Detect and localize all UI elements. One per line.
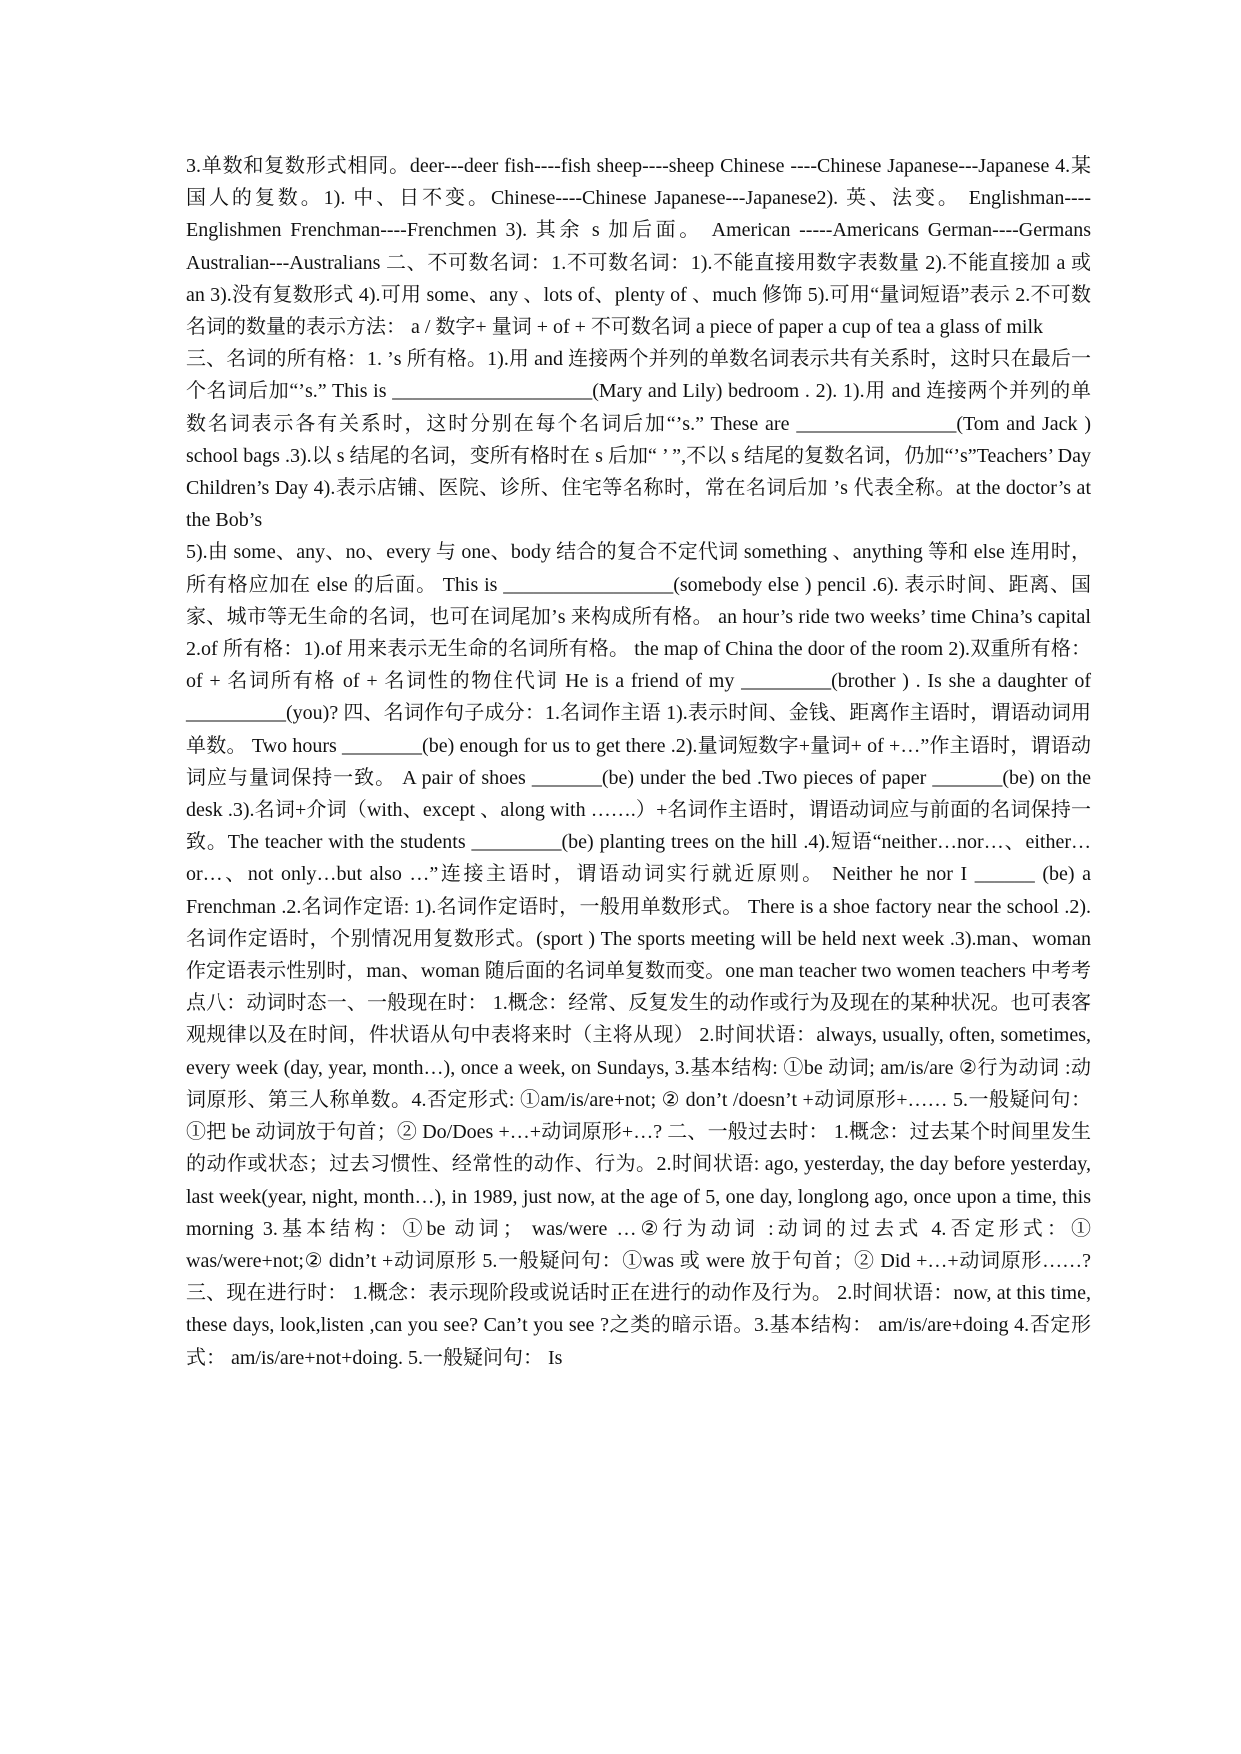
paragraph-possessive-case: 三、名词的所有格：1. ’s 所有格。1).用 and 连接两个并列的单数名词表示共有关系时，这时只在最后一个名词后加“’s.” This is ____________________(Mary and Lily) bedroom . 2). 1).用 and 连接两个并列的单数名词表示各有关系时，这时分别在每个名词后加“’s.” These are ________________(Tom and Jack ) school bags .3).以 s 结尾的名词，变所有格时在 s 后加“ ’ ”,不以 s 结尾的复数名词，仍加“’s”Teachers’ Day Children’s Day 4).表示店铺、医院、诊所、住宅等名称时，常在名词后加 ’s 代表全称。at the doctor’s at the Bob’s <box>186 348 1091 532</box>
paragraph-plural-nouns: 3.单数和复数形式相同。deer---deer fish----fish sheep----sheep Chinese ----Chinese Japanese---Japanese 4.某国人的复数。1). 中、日不变。Chinese----Chinese Japanese---Japanese2). 英、法变。 Englishman----Englishmen Frenchman----Frenchmen 3). 其余 s 加后面。 American -----Americans German----Germans Australian---Australians 二、不可数名词：1.不可数名词：1).不能直接用数字表数量 2).不能直接加 a 或 an 3).没有复数形式 4).可用 some、any 、lots of、plenty of 、much 修饰 5).可用“量词短语”表示 2.不可数名词的数量的表示方法： a / 数字+ 量词 + of + 不可数名词 a piece of paper a cup of tea a glass of milk <box>186 155 1091 339</box>
document-page <box>186 150 1091 1374</box>
paragraph-noun-functions-and-tenses: 5).由 some、any、no、every 与 one、body 结合的复合不定代词 something 、anything 等和 else 连用时，所有格应加在 else 的后面。 This is _________________(somebody else ) pencil .6). 表示时间、距离、国家、城市等无生命的名词，也可在词尾加’s 来构成所有格。 an hour’s ride two weeks’ time China’s capital 2.of 所有格：1).of 用来表示无生命的名词所有格。 the map of China the door of the room 2).双重所有格： of + 名词所有格 of + 名词性的物住代词 He is a friend of my _________(brother ) . Is she a daughter of __________(you)? 四、名词作句子成分：1.名词作主语 1).表示时间、金钱、距离作主语时，谓语动词用单数。 Two hours ________(be) enough for us to get there .2).量词短数字+量词+ of +…”作主语时，谓语动词应与量词保持一致。 A pair of shoes _______(be) under the bed .Two pieces of paper _______(be) on the desk .3).名词+介词（with、except 、along with …….）+名词作主语时，谓语动词应与前面的名词保持一致。The teacher with the students _________(be) planting trees on the hill .4).短语“neither…nor…、either…or…、not only…but also …”连接主语时，谓语动词实行就近原则。 Neither he nor I ______ (be) a Frenchman .2.名词作定语: 1).名词作定语时，一般用单数形式。 There is a shoe factory near the school .2).名词作定语时，个别情况用复数形式。(sport ) The sports meeting will be held next week .3).man、woman 作定语表示性别时，man、woman 随后面的名词单复数而变。one man teacher two women teachers 中考考点八：动词时态一、一般现在时： 1.概念：经常、反复发生的动作或行为及现在的某种状况。也可表客观规律以及在时间，件状语从句中表将来时（主将从现） 2.时间状语：always, usually, often, sometimes, every week (day, year, month…), once a week, on Sundays, 3.基本结构: ①be 动词; am/is/are ②行为动词 :动词原形、第三人称单数。4.否定形式: ①am/is/are+not; ② don’t /doesn’t +动词原形+…… 5.一般疑问句：①把 be 动词放于句首；② Do/Does +…+动词原形+…? 二、一般过去时： 1.概念：过去某个时间里发生的动作或状态；过去习惯性、经常性的动作、行为。2.时间状语: ago, yesterday, the day before yesterday, last week(year, night, month…), in 1989, just now, at the age of 5, one day, longlong ago, once upon a time, this morning 3.基本结构：①be 动词； was/were …②行为动词 :动词的过去式 4.否定形式：① was/were+not;② didn’t +动词原形 5.一般疑问句：①was 或 were 放于句首；② Did +…+动词原形……?三、现在进行时： 1.概念：表示现阶段或说话时正在进行的动作及行为。 2.时间状语：now, at this time, these days, look,listen ,can you see? Can’t you see ?之类的暗示语。3.基本结构： am/is/are+doing 4.否定形式： am/is/are+not+doing. 5.一般疑问句： Is <box>186 541 1091 1369</box>
